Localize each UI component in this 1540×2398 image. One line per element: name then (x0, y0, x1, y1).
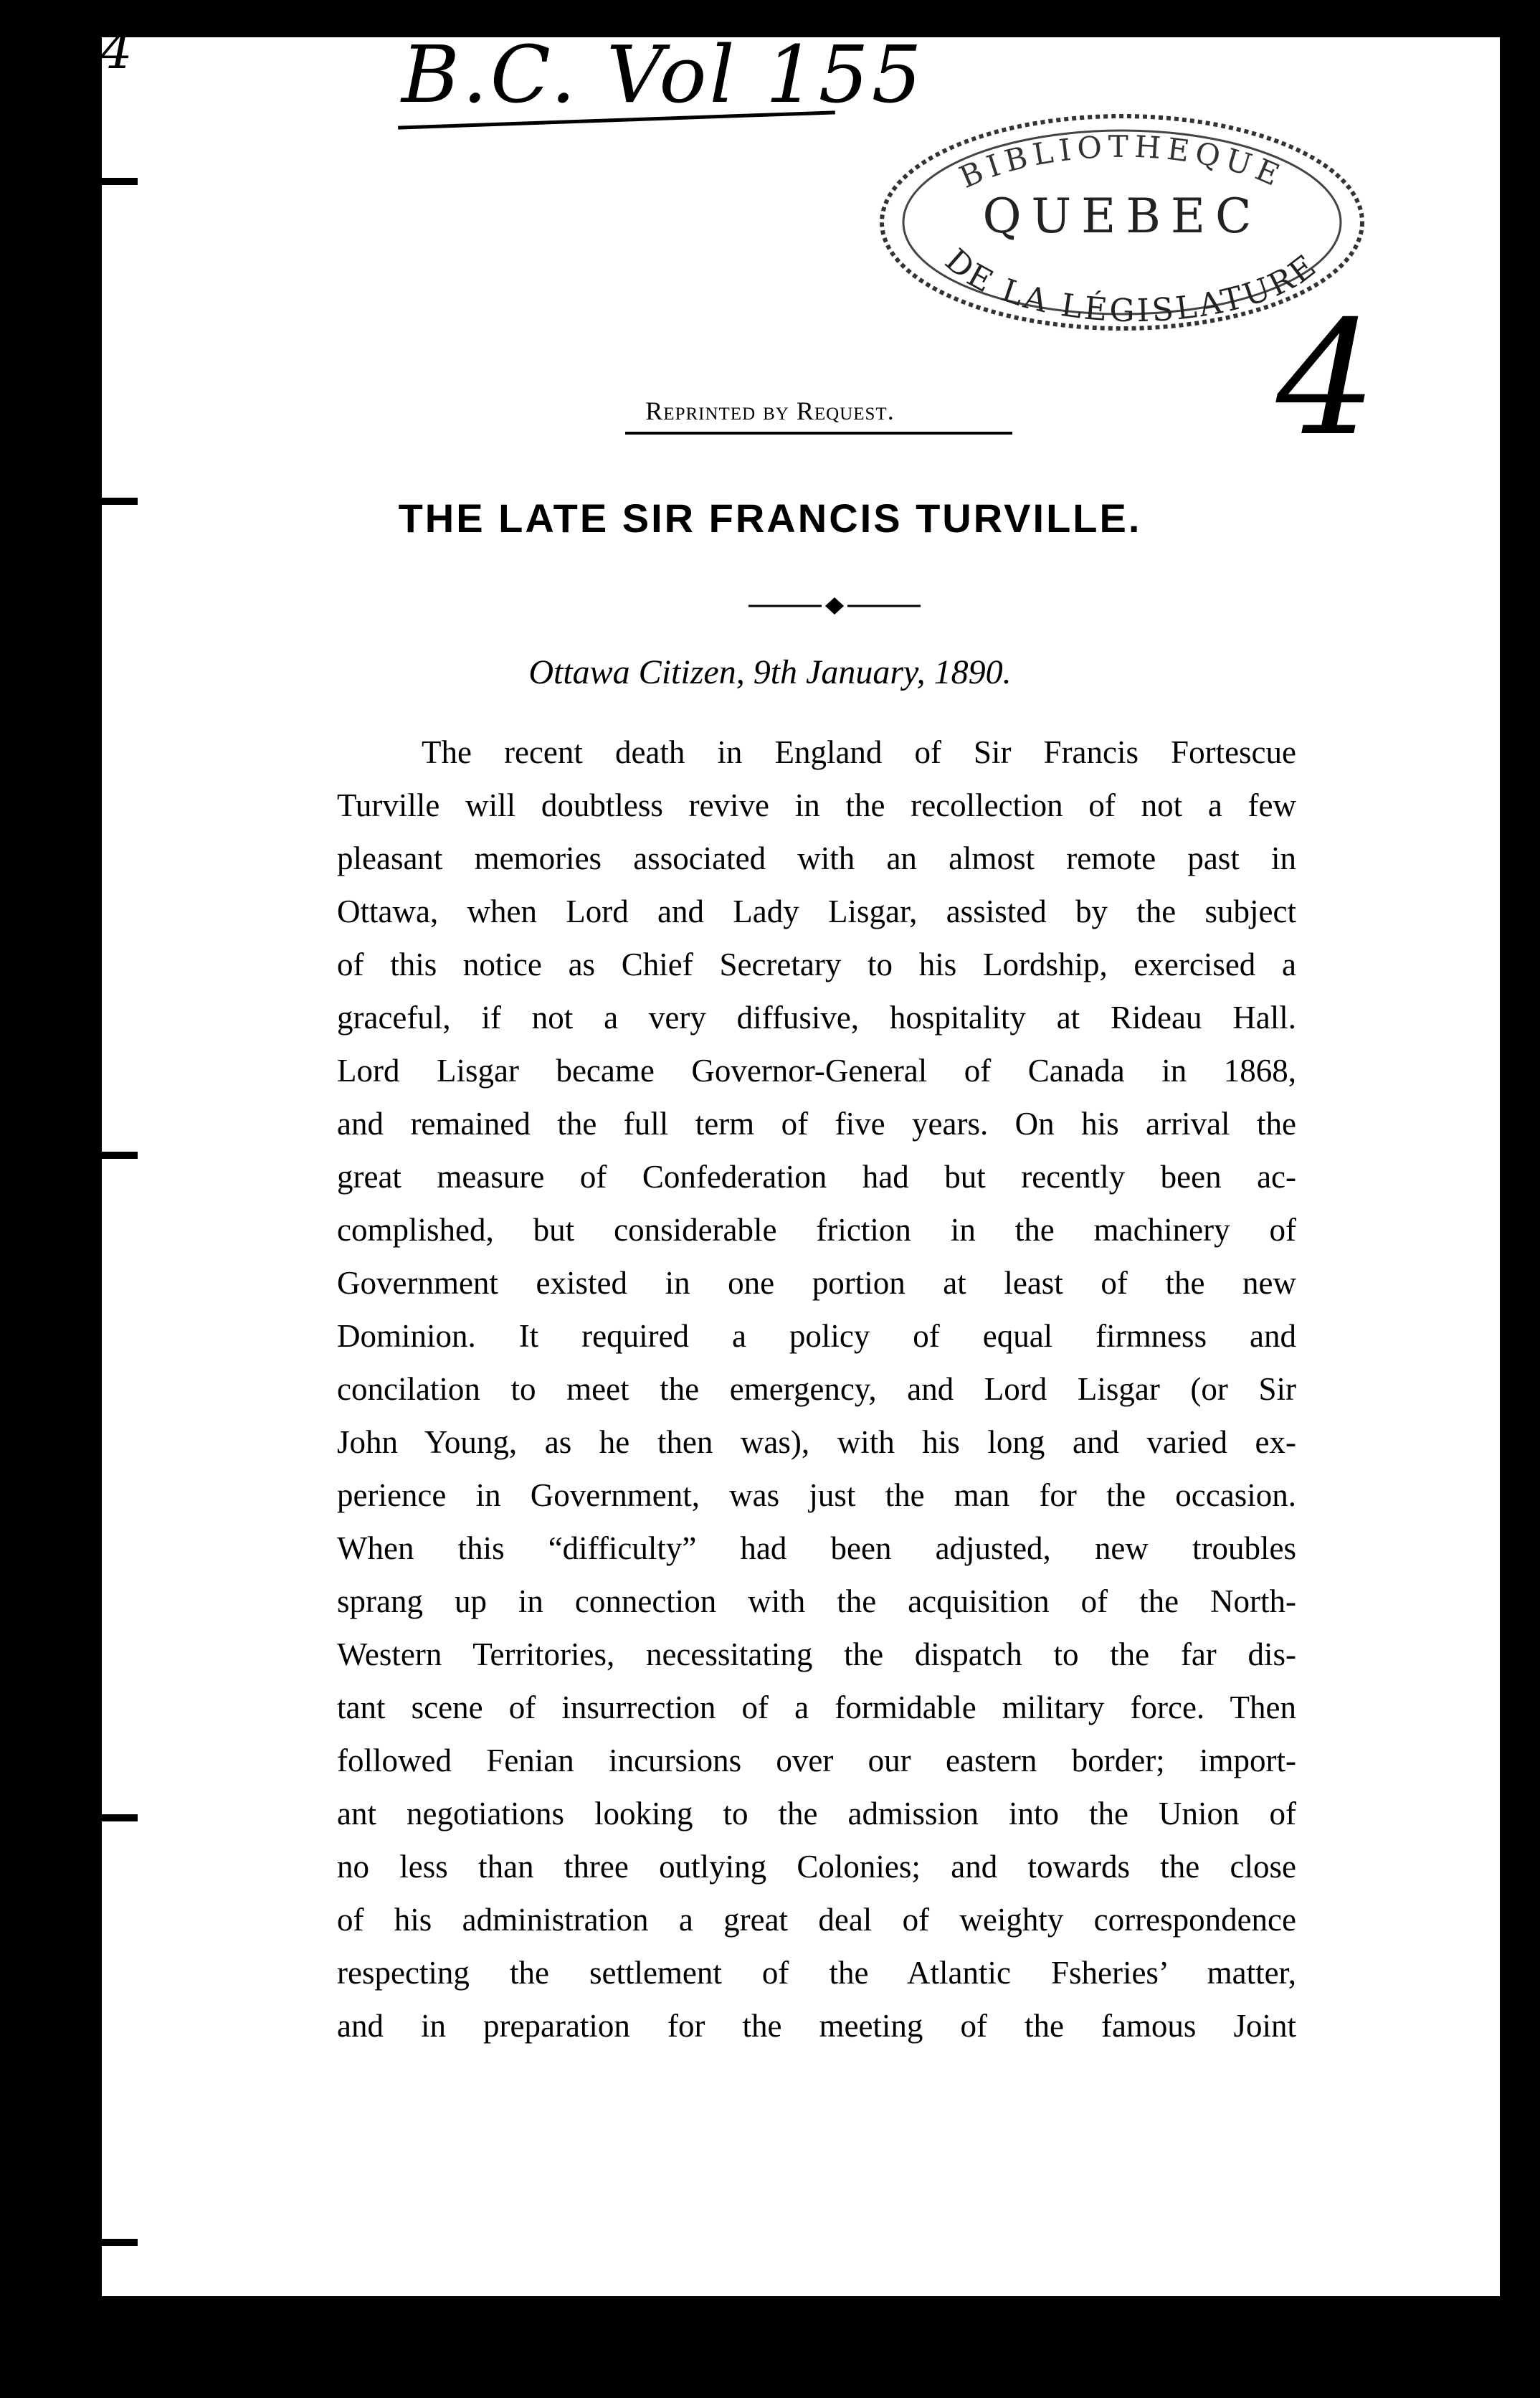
article-body (337, 726, 1296, 2052)
body-text-line: respecting the settlement of the Atlantic Fsheries’ matter, (337, 1955, 1296, 1991)
body-text-line: Dominion. It required a policy of equal firmness and (337, 1318, 1296, 1354)
body-text-line: Western Territories, necessitating the dispatch to the far dis- (337, 1636, 1296, 1672)
svg-text:BIBLIOTHEQUE (954, 129, 1290, 195)
body-text-line: tant scene of insurrection of a formidable military force. Then (337, 1690, 1296, 1725)
svg-text:DE LA LÉGISLATURE (938, 242, 1324, 330)
body-text-line: and remained the full term of five years. On his arrival the (337, 1106, 1296, 1142)
scan-edge-notch (102, 178, 138, 185)
body-text-line: ant negotiations looking to the admission into the Union of (337, 1796, 1296, 1831)
scan-edge-notch (102, 1814, 138, 1821)
body-text-line: pleasant memories associated with an almost remote past in (337, 840, 1296, 876)
handwritten-page-number: 4 (100, 22, 133, 80)
handwritten-margin-mark: 4 (1276, 287, 1377, 470)
library-stamp (871, 104, 1373, 333)
article-title: THE LATE SIR FRANCIS TURVILLE. (398, 496, 1142, 541)
stamp-center-text: QUEBEC (982, 189, 1262, 244)
handwritten-volume-note: B.C. Vol 155 (401, 29, 925, 120)
body-text-line: Ottawa, when Lord and Lady Lisgar, assisted by the subject (337, 894, 1296, 929)
body-text-line: perience in Government, was just the man for the occasion. (337, 1477, 1296, 1513)
body-text-line: of his administration a great deal of weighty correspondence (337, 1902, 1296, 1938)
stamp-bottom-text: DE LA LÉGISLATURE (938, 242, 1325, 330)
body-text-line: Turville will doubtless revive in the recollection of not a few (337, 787, 1296, 823)
body-text-line: complished, but considerable friction in the machinery of (337, 1212, 1296, 1248)
body-text-line: followed Fenian incursions over our eastern border; import- (337, 1743, 1296, 1778)
body-text-line: Government existed in one portion at least of the new (337, 1265, 1296, 1301)
body-text-line: no less than three outlying Colonies; and towards the close (337, 1849, 1296, 1885)
body-text-line: When this “difficulty” had been adjusted, new troubles (337, 1530, 1296, 1566)
scan-edge-notch (102, 1152, 138, 1159)
body-text-line: of this notice as Chief Secretary to his Lordship, exercised a (337, 947, 1296, 982)
body-text-line: great measure of Confederation had but recently been ac- (337, 1159, 1296, 1195)
body-text-line: and in preparation for the meeting of the famous Joint (337, 2008, 1296, 2044)
body-text-line: John Young, as he then was), with his long and varied ex- (337, 1424, 1296, 1460)
reprinted-notice: Reprinted by Request. (645, 397, 895, 425)
ornament-divider-icon (748, 595, 921, 617)
body-text-line: sprang up in connection with the acquisition of the North- (337, 1583, 1296, 1619)
body-text-line: Lord Lisgar became Governor-General of Canada in 1868, (337, 1053, 1296, 1089)
stamp-top-text: BIBLIOTHEQUE (954, 128, 1291, 195)
body-text-line: The recent death in England of Sir Francis Fortescue (422, 734, 1296, 770)
scan-edge-notch (102, 2239, 138, 2246)
body-text-line: graceful, if not a very diffusive, hospitality at Rideau Hall. (337, 1000, 1296, 1036)
body-text-line: concilation to meet the emergency, and Lord Lisgar (or Sir (337, 1371, 1296, 1407)
source-citation: Ottawa Citizen, 9th January, 1890. (528, 653, 1012, 691)
reprinted-underline (625, 432, 1012, 435)
